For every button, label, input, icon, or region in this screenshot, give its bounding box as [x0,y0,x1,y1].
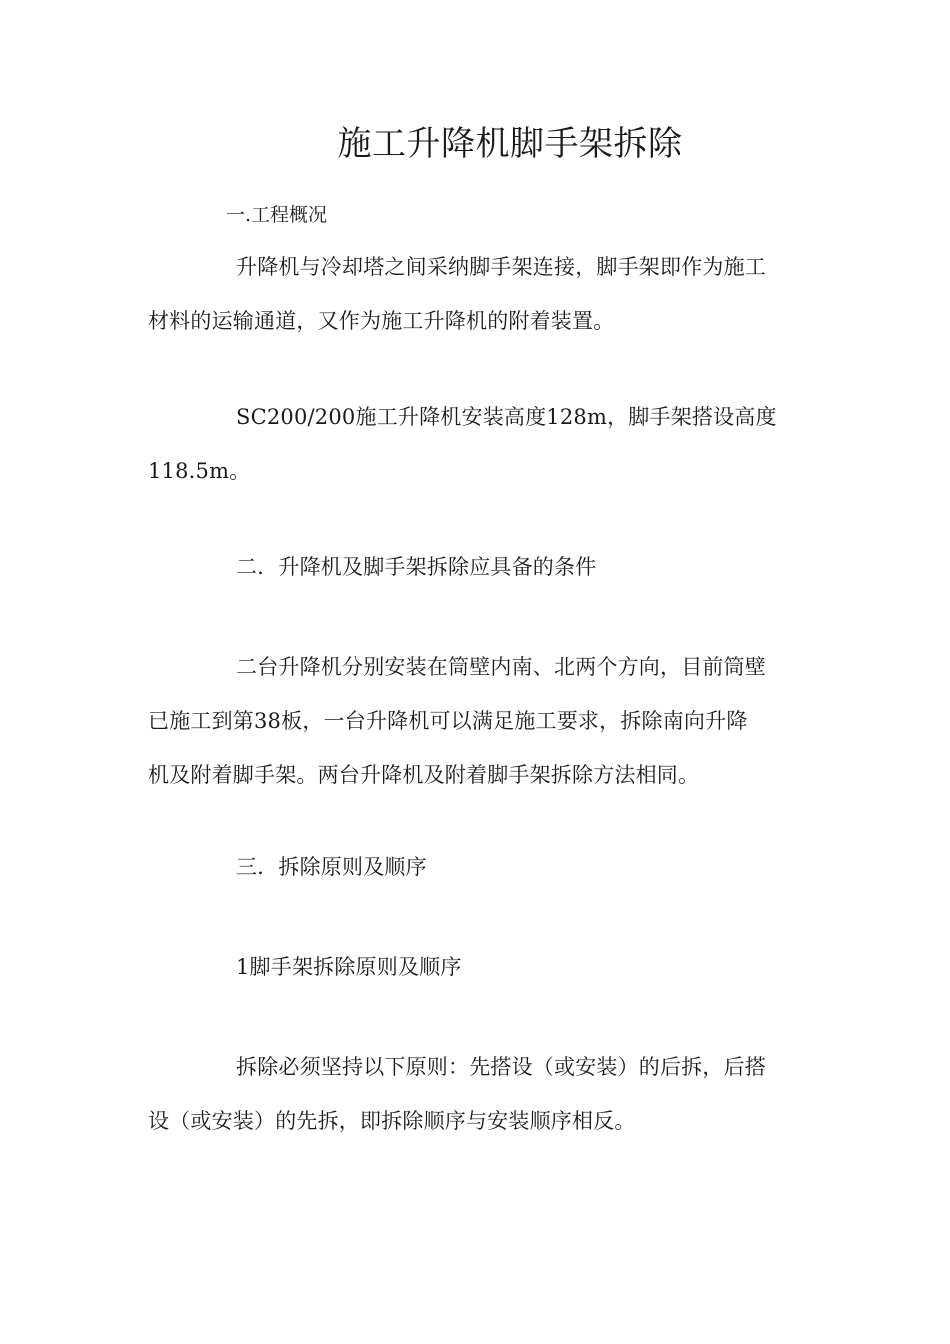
document-title: 施工升降机脚手架拆除 [337,124,683,164]
section-heading-overview: 一.工程概况 [226,204,328,226]
paragraph-line: 已施工到第38板，一台升降机可以满足施工要求，拆除南向升降 [148,709,748,733]
section-heading-conditions [148,540,798,594]
subsection-heading-scaffold [148,940,798,994]
paragraph-line: 材料的运输通道，又作为施工升降机的附着装置。 [148,309,615,333]
heading-line: 二．升降机及脚手架拆除应具备的条件 [236,555,597,579]
paragraph-connection [148,240,798,348]
paragraph-line: 拆除必须坚持以下原则：先搭设（或安装）的后拆，后搭 [236,1055,766,1079]
heading-line: 1脚手架拆除原则及顺序 [236,955,462,979]
paragraph-principles [148,1040,798,1148]
paragraph-conditions [148,640,798,802]
paragraph-line: SC200/200施工升降机安装高度128m，脚手架搭设高度 [236,405,777,429]
section-heading-principles [148,840,798,894]
paragraph-line: 升降机与冷却塔之间采纳脚手架连接，脚手架即作为施工 [236,255,766,279]
heading-line: 三．拆除原则及顺序 [236,855,427,879]
paragraph-line: 机及附着脚手架。两台升降机及附着脚手架拆除方法相同。 [148,763,700,787]
paragraph-line: 设（或安装）的先拆，即拆除顺序与安装顺序相反。 [148,1109,636,1133]
paragraph-line: 118.5m。 [148,459,251,483]
paragraph-line: 二台升降机分别安装在筒壁内南、北两个方向，目前筒壁 [236,655,766,679]
paragraph-height [148,390,798,498]
